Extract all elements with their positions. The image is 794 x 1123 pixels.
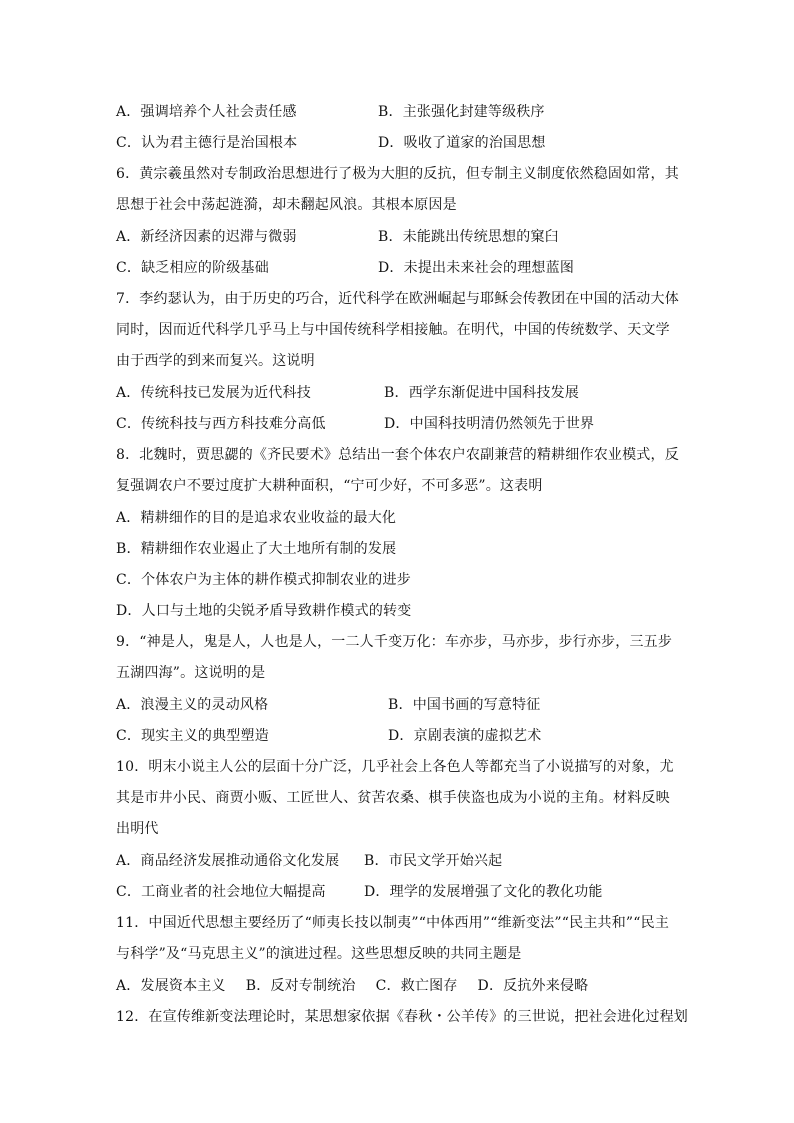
q9-stem: 9．“神是人，鬼是人，人也是人，一二人千变万化：车亦步，马亦步，步行亦步，三五步五湖四海”。这说明的是 [116, 634, 673, 681]
q10-option-c: C．工商业者的社会地位大幅提高 [116, 884, 326, 900]
q7-option-b: B．西学东渐促进中国科技发展 [384, 385, 580, 401]
q8-option-d: D．人口与土地的尖锐矛盾导致耕作模式的转变 [116, 603, 412, 619]
q10-option-b: B．市民文学开始兴起 [364, 853, 503, 869]
q7-option-a: A．传统科技已发展为近代科技 [116, 385, 311, 401]
q7-stem: 7．李约瑟认为，由于历史的巧合，近代科学在欧洲崛起与耶稣会传教团在中国的活动大体同时，因而近代科学几乎马上与中国传统科学相接触。在明代，中国的传统数学、天文学由于西学的到来而复兴。这说明 [116, 291, 679, 369]
q10-option-a: A．商品经济发展推动通俗文化发展 [116, 853, 340, 869]
q11-options [116, 976, 608, 996]
q9-option-a: A．浪漫主义的灵动风格 [116, 697, 269, 713]
q9-option-c: C．现实主义的典型塑造 [116, 728, 269, 744]
q5-option-a: A．强调培养个人社会责任感 [116, 104, 297, 120]
q9-option-b: B．中国书画的写意特征 [388, 697, 541, 713]
q6-option-b: B．未能跳出传统思想的窠臼 [378, 229, 559, 245]
q5-option-d: D．吸收了道家的治国思想 [378, 135, 546, 151]
q9-option-d: D．京剧表演的虚拟艺术 [388, 728, 542, 744]
q6-option-a: A．新经济因素的迟滞与微弱 [116, 229, 297, 245]
q11-stem: 11．中国近代思想主要经历了“师夷长技以制夷”“中体西用”“维新变法”“民主共和”“民主与科学”及“马克思主义”的演进过程。这些思想反映的共同主题是 [116, 915, 670, 962]
q11-option-b: B．反对专制统治 [245, 978, 356, 994]
q6-option-d: D．未提出未来社会的理想蓝图 [378, 260, 575, 276]
q12-stem: 12．在宣传维新变法理论时，某思想家依据《春秋・公羊传》的三世说，把社会进化过程划 [116, 1009, 689, 1025]
q8-stem: 8．北魏时，贾思勰的《齐民要术》总结出一套个体农户农副兼营的精耕细作农业模式，反复强调农户不要过度扩大耕种面积，“宁可少好，不可多恶”。这表明 [116, 447, 679, 494]
q10-stem: 10．明末小说主人公的层面十分广泛，几乎社会上各色人等都充当了小说描写的对象，尤其是市井小民、商贾小贩、工匠世人、贫苦农桑、棋手侠盗也成为小说的主角。材料反映出明代 [116, 759, 674, 837]
q6-option-c: C．缺乏相应的阶级基础 [116, 260, 269, 276]
q5-option-b: B．主张强化封建等级秩序 [378, 104, 545, 120]
q10-option-d: D．理学的发展增强了文化的教化功能 [364, 884, 603, 900]
q11-option-c: C．救亡图存 [375, 978, 458, 994]
q11-option-a: A．发展资本主义 [116, 978, 226, 994]
q8-option-c: C．个体农户为主体的耕作模式抑制农业的进步 [116, 572, 411, 588]
q6-stem: 6．黄宗羲虽然对专制政治思想进行了极为大胆的反抗，但专制主义制度依然稳固如常，其思想于社会中荡起涟漪，却未翻起风浪。其根本原因是 [116, 166, 679, 213]
q8-option-a: A．精耕细作的目的是追求农业收益的最大化 [116, 510, 397, 526]
q8-option-b: B．精耕细作农业遏止了大土地所有制的发展 [116, 541, 397, 557]
q7-option-c: C．传统科技与西方科技难分高低 [116, 416, 326, 432]
q5-option-c: C．认为君主德行是治国根本 [116, 135, 298, 151]
q11-option-d: D．反抗外来侵略 [477, 978, 589, 994]
q7-option-d: D．中国科技明清仍然领先于世界 [384, 416, 595, 432]
